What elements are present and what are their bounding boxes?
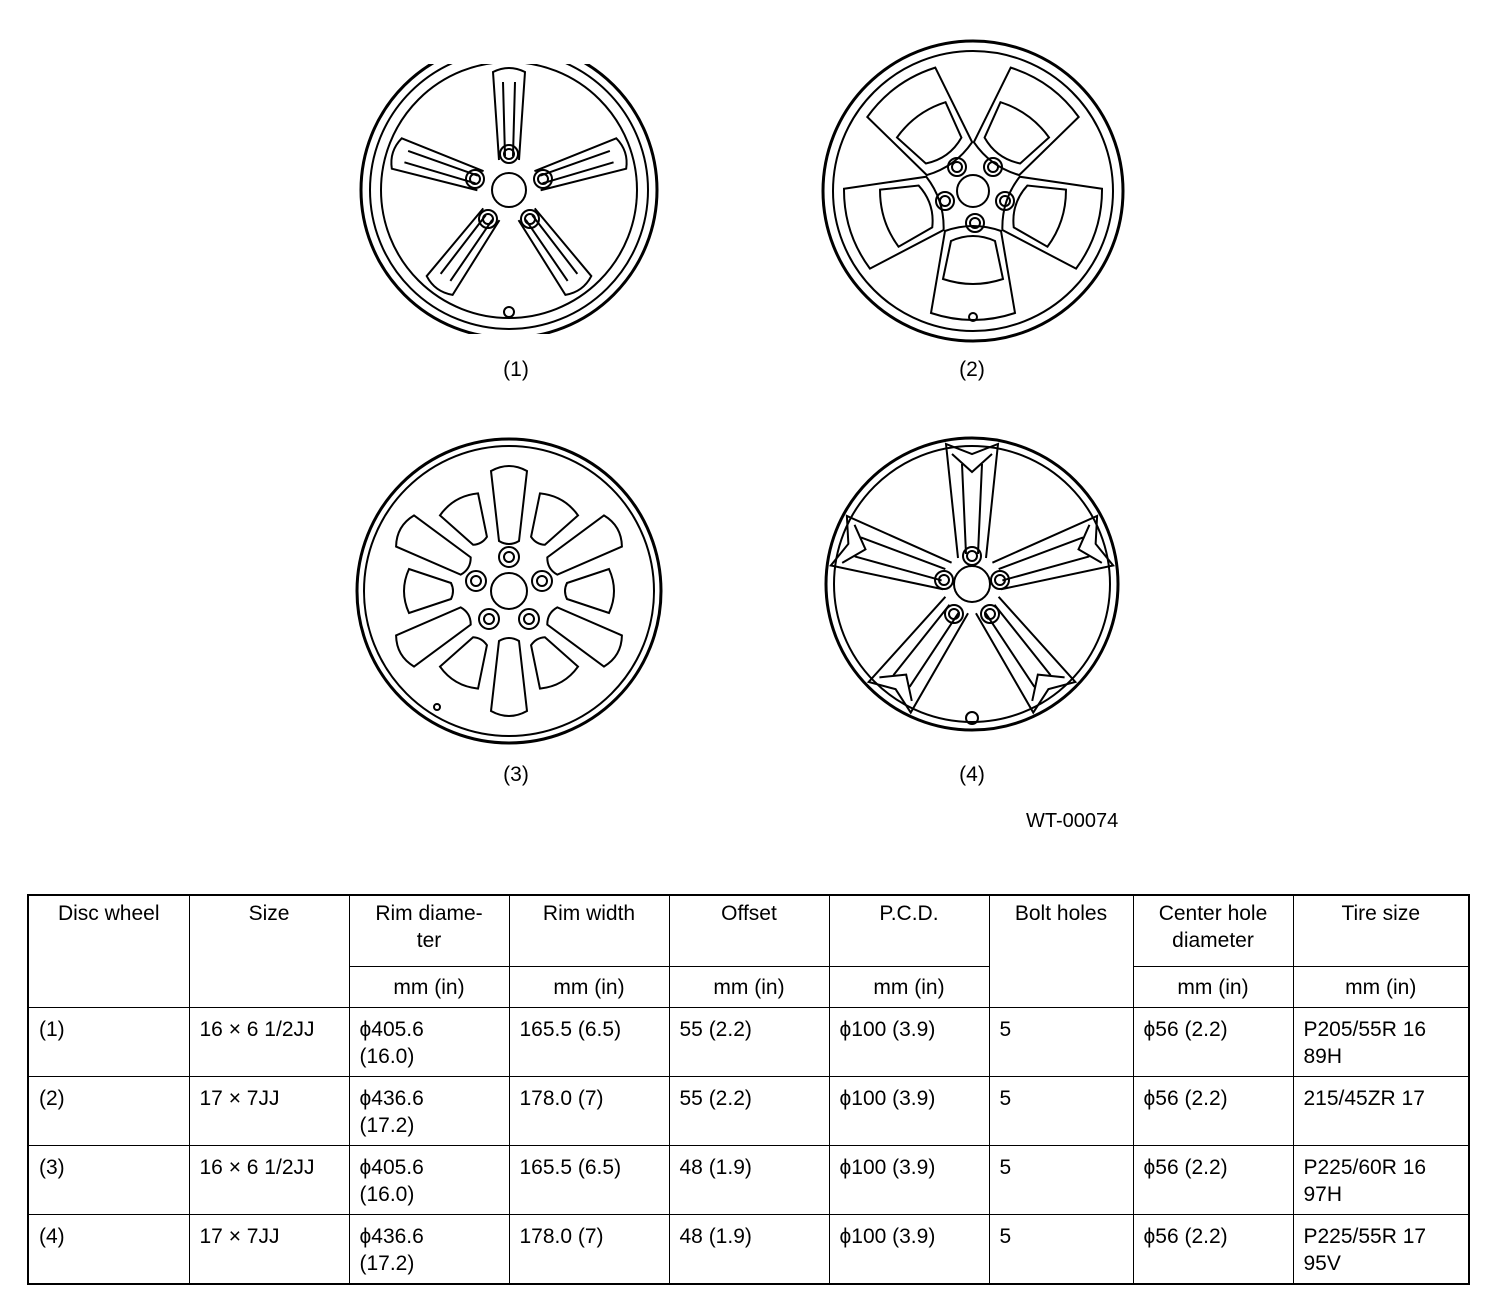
cell-tire-size: 215/45ZR 17 (1293, 1077, 1469, 1146)
cell-bolt-holes: 5 (989, 1077, 1133, 1146)
header-tire-size: Tire size (1293, 895, 1469, 967)
table-row (28, 1215, 1469, 1285)
cell-center-hole: ϕ56 (2.2) (1133, 1215, 1293, 1285)
cell-wheel: (4) (28, 1215, 189, 1285)
cell-center-hole: ϕ56 (2.2) (1133, 1077, 1293, 1146)
wheel-4-caption: (4) (959, 763, 985, 786)
header-disc-wheel: Disc wheel (28, 895, 189, 1008)
figure-code: WT-00074 (1026, 810, 1119, 832)
wheel-1-caption: (1) (503, 358, 529, 381)
cell-rim-diameter: ϕ405.6 (16.0) (349, 1146, 509, 1215)
wheel-1-drawing (358, 64, 660, 334)
cell-tire-size: P225/60R 16 97H (1293, 1146, 1469, 1215)
wheel-2-caption: (2) (959, 358, 985, 381)
header-rim-diameter: Rim diame- ter (349, 895, 509, 967)
cell-size: 16 × 6 1/2JJ (189, 1146, 349, 1215)
cell-offset: 55 (2.2) (669, 1008, 829, 1077)
cell-offset: 48 (1.9) (669, 1215, 829, 1285)
table-row (28, 1077, 1469, 1146)
cell-wheel: (3) (28, 1146, 189, 1215)
cell-pcd: ϕ100 (3.9) (829, 1077, 989, 1146)
cell-wheel: (2) (28, 1077, 189, 1146)
cell-rim-width: 178.0 (7) (509, 1215, 669, 1285)
header-center-hole: Center hole diameter (1133, 895, 1293, 967)
cell-rim-width: 178.0 (7) (509, 1077, 669, 1146)
unit-rim-diameter: mm (in) (349, 967, 509, 1008)
cell-rim-width: 165.5 (6.5) (509, 1146, 669, 1215)
header-size: Size (189, 895, 349, 1008)
wheel-4-drawing (814, 434, 1130, 734)
disc-wheel-spec-table (27, 894, 1470, 1285)
cell-pcd: ϕ100 (3.9) (829, 1146, 989, 1215)
cell-size: 17 × 7JJ (189, 1077, 349, 1146)
cell-rim-diameter: ϕ436.6 (17.2) (349, 1215, 509, 1285)
cell-size: 16 × 6 1/2JJ (189, 1008, 349, 1077)
wheel-2-drawing (818, 36, 1128, 346)
table-row (28, 1008, 1469, 1077)
header-bolt-holes: Bolt holes (989, 895, 1133, 1008)
header-offset: Offset (669, 895, 829, 967)
cell-bolt-holes: 5 (989, 1008, 1133, 1077)
wheel-3-caption: (3) (503, 763, 529, 786)
cell-rim-width: 165.5 (6.5) (509, 1008, 669, 1077)
cell-offset: 55 (2.2) (669, 1077, 829, 1146)
unit-center-hole: mm (in) (1133, 967, 1293, 1008)
unit-rim-width: mm (in) (509, 967, 669, 1008)
cell-wheel: (1) (28, 1008, 189, 1077)
cell-pcd: ϕ100 (3.9) (829, 1008, 989, 1077)
cell-offset: 48 (1.9) (669, 1146, 829, 1215)
wheel-3-drawing (350, 436, 668, 746)
header-rim-width: Rim width (509, 895, 669, 967)
cell-bolt-holes: 5 (989, 1146, 1133, 1215)
cell-size: 17 × 7JJ (189, 1215, 349, 1285)
cell-center-hole: ϕ56 (2.2) (1133, 1008, 1293, 1077)
cell-rim-diameter: ϕ405.6 (16.0) (349, 1008, 509, 1077)
cell-rim-diameter: ϕ436.6 (17.2) (349, 1077, 509, 1146)
cell-tire-size: P205/55R 16 89H (1293, 1008, 1469, 1077)
cell-center-hole: ϕ56 (2.2) (1133, 1146, 1293, 1215)
cell-bolt-holes: 5 (989, 1215, 1133, 1285)
header-pcd: P.C.D. (829, 895, 989, 967)
cell-pcd: ϕ100 (3.9) (829, 1215, 989, 1285)
cell-tire-size: P225/55R 17 95V (1293, 1215, 1469, 1285)
unit-offset: mm (in) (669, 967, 829, 1008)
unit-tire-size: mm (in) (1293, 967, 1469, 1008)
table-row (28, 1146, 1469, 1215)
unit-pcd: mm (in) (829, 967, 989, 1008)
